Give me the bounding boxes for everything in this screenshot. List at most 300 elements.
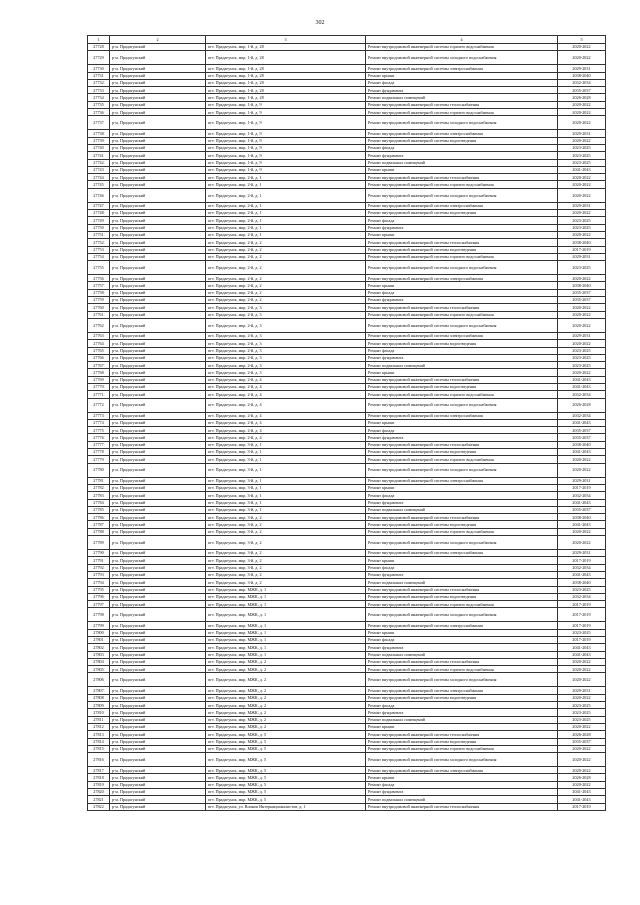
- row-number: 27767: [88, 362, 110, 369]
- row-address: пгт. Прадагунск, мкр. 2-й, д. 4: [206, 398, 366, 412]
- row-work-type: Ремонт внутридомовой инженерной системы теплоснабжения: [366, 514, 558, 521]
- row-work-type: Ремонт внутридомовой инженерной системы теплоснабжения: [366, 586, 558, 593]
- row-district: р-н. Прадагунский: [110, 622, 206, 629]
- row-district: р-н. Прадагунский: [110, 246, 206, 253]
- row-address: пгт. Прадагунск, мкр. 2-й, д. 4: [206, 383, 366, 390]
- row-number: 27749: [88, 217, 110, 224]
- row-number: 27741: [88, 152, 110, 159]
- row-district: р-н. Прадагунский: [110, 557, 206, 564]
- row-number: 27743: [88, 166, 110, 173]
- row-district: р-н. Прадагунский: [110, 449, 206, 456]
- row-address: пгт. Прадагунск, мкр. 3-й, д. 1: [206, 463, 366, 477]
- table-row: [88, 601, 606, 608]
- row-period: 2032-2034: [558, 593, 606, 600]
- row-number: 27780: [88, 463, 110, 477]
- row-address: пгт. Прадагунск, мкр. МЖК, д. 5: [206, 774, 366, 781]
- row-period: 2020-2022: [558, 188, 606, 202]
- row-address: пгт. Прадагунск, мкр. 2-й, д. 4: [206, 427, 366, 434]
- row-address: пгт. Прадагунск, мкр. 3-й, д. 2: [206, 557, 366, 564]
- row-number: 27755: [88, 261, 110, 275]
- table-row: [88, 564, 606, 571]
- row-period: 2020-2022: [558, 101, 606, 108]
- table-row: [88, 702, 606, 709]
- row-work-type: Ремонт внутридомовой инженерной системы холодного водоснабжения: [366, 608, 558, 622]
- row-work-type: Ремонт фасада: [366, 427, 558, 434]
- table-row: [88, 731, 606, 738]
- table-row: [88, 44, 606, 51]
- row-work-type: Ремонт фундамента: [366, 152, 558, 159]
- table-row: [88, 152, 606, 159]
- row-number: 27731: [88, 72, 110, 79]
- row-address: пгт. Прадагунск, мкр. МЖК, д. 5: [206, 738, 366, 745]
- row-period: 2041-2043: [558, 166, 606, 173]
- row-address: пгт. Прадагунск, мкр. 2-й, д. 3: [206, 354, 366, 361]
- row-number: 27800: [88, 629, 110, 636]
- row-district: р-н. Прадагунский: [110, 796, 206, 803]
- row-district: р-н. Прадагунский: [110, 261, 206, 275]
- row-period: 2020-2022: [558, 116, 606, 130]
- row-work-type: Ремонт внутридомовой инженерной системы холодного водоснабжения: [366, 673, 558, 687]
- row-period: 2032-2034: [558, 391, 606, 398]
- row-address: пгт. Прадагунск, мкр. 2-й, д. 4: [206, 434, 366, 441]
- row-period: 2017-2019: [558, 637, 606, 644]
- table-row: [88, 275, 606, 282]
- row-period: 2020-2022: [558, 528, 606, 535]
- row-number: 27813: [88, 731, 110, 738]
- row-work-type: Ремонт внутридомовой инженерной системы водоотведения: [366, 210, 558, 217]
- row-period: 2020-2022: [558, 51, 606, 65]
- row-address: пгт. Прадагунск, мкр. МЖК, д. 5: [206, 745, 366, 752]
- row-number: 27782: [88, 484, 110, 491]
- row-district: р-н. Прадагунский: [110, 774, 206, 781]
- row-address: пгт. Прадагунск, мкр. 3-й, д. 2: [206, 579, 366, 586]
- row-number: 27740: [88, 144, 110, 151]
- row-work-type: Ремонт внутридомовой инженерной системы электроснабжения: [366, 687, 558, 694]
- row-period: 2041-2043: [558, 376, 606, 383]
- row-address: пгт. Прадагунск, мкр. 2-й, д. 3: [206, 332, 366, 339]
- row-address: пгт. Прадагунск, мкр. 2-й, д. 1: [206, 231, 366, 238]
- table-row: [88, 658, 606, 665]
- row-number: 27785: [88, 506, 110, 513]
- table-row: [88, 362, 606, 369]
- row-work-type: Ремонт крыши: [366, 72, 558, 79]
- row-address: пгт. Прадагунск, мкр. 2-й, д. 2: [206, 297, 366, 304]
- row-number: 27798: [88, 608, 110, 622]
- row-work-type: Ремонт фундамента: [366, 499, 558, 506]
- row-period: 2020-2022: [558, 658, 606, 665]
- table-row: [88, 297, 606, 304]
- row-address: пгт. Прадагунск, мкр. 2-й, д. 4: [206, 412, 366, 419]
- row-district: р-н. Прадагунский: [110, 51, 206, 65]
- row-district: р-н. Прадагунский: [110, 188, 206, 202]
- row-address: пгт. Прадагунск, мкр. МЖК, д. 2: [206, 723, 366, 730]
- row-period: 2023-2025: [558, 709, 606, 716]
- row-period: 2026-2028: [558, 774, 606, 781]
- row-address: пгт. Прадагунск, мкр. МЖК, д. 2: [206, 658, 366, 665]
- row-district: р-н. Прадагунский: [110, 181, 206, 188]
- row-work-type: Ремонт внутридомовой инженерной системы водоотведения: [366, 340, 558, 347]
- row-address: пгт. Прадагунск, мкр. 3-й, д. 2: [206, 536, 366, 550]
- row-period: 2020-2022: [558, 456, 606, 463]
- row-work-type: Ремонт внутридомовой инженерной системы горячего водоснабжения: [366, 311, 558, 318]
- row-address: пгт. Прадагунск, мкр. 3-й, д. 1: [206, 441, 366, 448]
- row-period: 2023-2025: [558, 159, 606, 166]
- row-district: р-н. Прадагунский: [110, 166, 206, 173]
- row-period: 2041-2043: [558, 651, 606, 658]
- row-number: 27820: [88, 789, 110, 796]
- row-number: 27801: [88, 637, 110, 644]
- row-district: р-н. Прадатунский: [110, 94, 206, 101]
- row-period: 2029-2031: [558, 253, 606, 260]
- row-period: 2020-2022: [558, 44, 606, 51]
- row-district: р-н. Прадагунский: [110, 137, 206, 144]
- table-row: [88, 449, 606, 456]
- row-district: р-н. Прадагунский: [110, 492, 206, 499]
- row-number: 27774: [88, 419, 110, 426]
- row-number: 27734: [88, 94, 110, 101]
- row-address: пгт. Прадагунск, мкр. 2-й, д. 3: [206, 311, 366, 318]
- row-work-type: Ремонт внутридомовой инженерной системы электроснабжения: [366, 332, 558, 339]
- row-work-type: Ремонт внутридомовой инженерной системы электроснабжения: [366, 477, 558, 484]
- table-row: [88, 311, 606, 318]
- row-address: пгт. Прадагунск, мкр. 3-й, д. 1: [206, 499, 366, 506]
- row-district: р-н. Прадагунский: [110, 731, 206, 738]
- table-row: [88, 340, 606, 347]
- row-period: 2020-2022: [558, 311, 606, 318]
- row-period: 2023-2025: [558, 217, 606, 224]
- table-row: [88, 304, 606, 311]
- row-number: 27776: [88, 434, 110, 441]
- row-number: 27737: [88, 116, 110, 130]
- row-number: 27796: [88, 593, 110, 600]
- row-work-type: Ремонт внутридомовой инженерной системы теплоснабжения: [366, 441, 558, 448]
- row-period: 2026-2028: [558, 94, 606, 101]
- row-work-type: Ремонт фасада: [366, 702, 558, 709]
- row-address: пгт. Прадагунск, мкр. 2-й, д. 2: [206, 261, 366, 275]
- table-row: [88, 492, 606, 499]
- row-district: р-н. Прадагунский: [110, 224, 206, 231]
- row-district: р-н. Прадатунский: [110, 72, 206, 79]
- row-period: 2035-2037: [558, 427, 606, 434]
- row-district: р-н. Прадагунский: [110, 144, 206, 151]
- row-district: р-н. Прадагунский: [110, 514, 206, 521]
- table-row: [88, 528, 606, 535]
- row-work-type: Ремонт подвальных помещений: [366, 716, 558, 723]
- row-period: 2029-2031: [558, 477, 606, 484]
- table-row: [88, 550, 606, 557]
- row-address: пгт. Прадагунск, мкр. 2-й, д. 4: [206, 376, 366, 383]
- row-district: р-н. Прадагунский: [110, 318, 206, 332]
- row-district: р-н. Прадагунский: [110, 463, 206, 477]
- row-period: 2038-2040: [558, 579, 606, 586]
- row-period: 2041-2043: [558, 796, 606, 803]
- row-address: пгт. Прадагунск, мкр. 1-й, д. 28: [206, 87, 366, 94]
- row-period: 2017-2019: [558, 803, 606, 810]
- row-period: 2017-2019: [558, 484, 606, 491]
- row-work-type: Ремонт внутридомовой инженерной системы горячего водоснабжения: [366, 666, 558, 673]
- table-row: [88, 637, 606, 644]
- row-period: 2020-2022: [558, 304, 606, 311]
- row-district: р-н. Прадагунский: [110, 608, 206, 622]
- row-work-type: Ремонт внутридомовой инженерной системы горячего водоснабжения: [366, 745, 558, 752]
- row-period: 2032-2034: [558, 79, 606, 86]
- row-period: 2020-2022: [558, 210, 606, 217]
- table-row: [88, 499, 606, 506]
- row-period: 2041-2043: [558, 789, 606, 796]
- row-address: пгт. Прадагунск, мкр. 1-й, д. 9: [206, 159, 366, 166]
- row-period: 2029-2031: [558, 550, 606, 557]
- row-work-type: Ремонт внутридомовой инженерной системы электроснабжения: [366, 550, 558, 557]
- row-address: пгт. Прадагунск, мкр. 3-й, д. 2: [206, 514, 366, 521]
- row-address: пгт. Прадагунск, мкр. 2-й, д. 1: [206, 224, 366, 231]
- table-row: [88, 261, 606, 275]
- table-row: [88, 536, 606, 550]
- row-number: 27787: [88, 521, 110, 528]
- page-number: 302: [315, 20, 325, 26]
- row-period: 2017-2019: [558, 601, 606, 608]
- table-row: [88, 72, 606, 79]
- row-number: 27779: [88, 456, 110, 463]
- col-header-period: 5: [558, 36, 606, 44]
- row-period: 2017-2019: [558, 246, 606, 253]
- row-district: р-н. Прадагунский: [110, 601, 206, 608]
- row-work-type: Ремонт внутридомовой инженерной системы теплоснабжения: [366, 239, 558, 246]
- row-period: 2029-2031: [558, 332, 606, 339]
- table-row: [88, 174, 606, 181]
- row-district: р-н. Прадагунский: [110, 434, 206, 441]
- row-number: 27763: [88, 332, 110, 339]
- row-period: 2035-2037: [558, 434, 606, 441]
- row-work-type: Ремонт фасада: [366, 564, 558, 571]
- row-number: 27742: [88, 159, 110, 166]
- row-work-type: Ремонт подвальных помещений: [366, 506, 558, 513]
- row-district: р-н. Прадагунский: [110, 666, 206, 673]
- row-period: 2029-2031: [558, 202, 606, 209]
- row-period: 2020-2022: [558, 673, 606, 687]
- row-work-type: Ремонт фасада: [366, 144, 558, 151]
- row-number: 27809: [88, 702, 110, 709]
- table-row: [88, 239, 606, 246]
- row-district: р-н. Прадагунский: [110, 709, 206, 716]
- table-row: [88, 716, 606, 723]
- row-address: пгт. Прадагунск, мкр. МЖК, д. 1: [206, 629, 366, 636]
- row-work-type: Ремонт фасада: [366, 637, 558, 644]
- table-row: [88, 101, 606, 108]
- row-number: 27808: [88, 694, 110, 701]
- table-row: [88, 289, 606, 296]
- row-district: р-н. Прадагунский: [110, 427, 206, 434]
- row-address: пгт. Прадагунск, мкр. 2-й, д. 3: [206, 318, 366, 332]
- row-address: пгт. Прадагунск, мкр. 2-й, д. 2: [206, 289, 366, 296]
- row-period: 2020-2022: [558, 745, 606, 752]
- row-district: р-н. Прадагунский: [110, 579, 206, 586]
- row-number: 27790: [88, 550, 110, 557]
- table-row: [88, 166, 606, 173]
- row-work-type: Ремонт фундамента: [366, 434, 558, 441]
- table-row: [88, 694, 606, 701]
- row-period: 2020-2022: [558, 318, 606, 332]
- row-district: р-н. Прадагунский: [110, 441, 206, 448]
- row-district: р-н. Прадагунский: [110, 753, 206, 767]
- row-district: р-н. Прадагунский: [110, 564, 206, 571]
- table-row: [88, 687, 606, 694]
- table-row: [88, 789, 606, 796]
- row-district: р-н. Прадагунский: [110, 673, 206, 687]
- table-row: [88, 318, 606, 332]
- row-district: р-н. Прадагунский: [110, 101, 206, 108]
- row-address: пгт. Прадагунск, мкр. 3-й, д. 1: [206, 449, 366, 456]
- row-address: пгт. Прадагунск, мкр. 1-й, д. 9: [206, 130, 366, 137]
- row-work-type: Ремонт внутридомовой инженерной системы теплоснабжения: [366, 304, 558, 311]
- row-work-type: Ремонт внутридомовой инженерной системы холодного водоснабжения: [366, 51, 558, 65]
- row-period: 2020-2022: [558, 463, 606, 477]
- row-address: пгт. Прадагунск, мкр. 3-й, д. 2: [206, 571, 366, 578]
- row-work-type: Ремонт внутридомовой инженерной системы теплоснабжения: [366, 376, 558, 383]
- row-district: р-н. Прадагунский: [110, 702, 206, 709]
- row-district: р-н. Прадагунский: [110, 477, 206, 484]
- row-address: пгт. Прадагунск, мкр. 2-й, д. 2: [206, 275, 366, 282]
- row-number: 27747: [88, 202, 110, 209]
- col-header-number: 1: [88, 36, 110, 44]
- row-district: р-н. Прадагунский: [110, 593, 206, 600]
- row-district: р-н. Прадагунский: [110, 789, 206, 796]
- row-period: 2032-2034: [558, 564, 606, 571]
- table-row: [88, 188, 606, 202]
- row-district: р-н. Прадагунский: [110, 304, 206, 311]
- row-number: 27781: [88, 477, 110, 484]
- row-number: 27762: [88, 318, 110, 332]
- table-row: [88, 253, 606, 260]
- row-address: пгт. Прадагунск, мкр. 1-й, д. 28: [206, 79, 366, 86]
- row-address: пгт. Прадагунск, мкр. 2-й, д. 3: [206, 369, 366, 376]
- row-number: 27788: [88, 528, 110, 535]
- row-number: 27775: [88, 427, 110, 434]
- row-period: 2029-2031: [558, 687, 606, 694]
- row-number: 27792: [88, 564, 110, 571]
- row-period: 2029-2031: [558, 65, 606, 72]
- row-address: пгт. Прадагунск, мкр. МЖК, д. 5: [206, 731, 366, 738]
- row-work-type: Ремонт подвальных помещений: [366, 362, 558, 369]
- row-number: 27821: [88, 796, 110, 803]
- row-period: 2017-2019: [558, 608, 606, 622]
- row-address: пгт. Прадагунск, мкр. МЖК, д. 1: [206, 622, 366, 629]
- row-number: 27729: [88, 51, 110, 65]
- table-row: [88, 231, 606, 238]
- row-period: 2026-2028: [558, 731, 606, 738]
- row-work-type: Ремонт внутридомовой инженерной системы горячего водоснабжения: [366, 601, 558, 608]
- row-number: 27783: [88, 492, 110, 499]
- row-work-type: Ремонт крыши: [366, 369, 558, 376]
- row-number: 27771: [88, 391, 110, 398]
- row-district: р-н. Прадагунский: [110, 253, 206, 260]
- row-work-type: Ремонт внутридомовой инженерной системы холодного водоснабжения: [366, 261, 558, 275]
- table-row: [88, 79, 606, 86]
- table-row: [88, 673, 606, 687]
- row-period: 2023-2025: [558, 354, 606, 361]
- row-period: 2020-2022: [558, 275, 606, 282]
- row-period: 2023-2025: [558, 347, 606, 354]
- row-work-type: Ремонт крыши: [366, 723, 558, 730]
- row-period: 2038-2040: [558, 72, 606, 79]
- table-row: [88, 753, 606, 767]
- row-number: 27814: [88, 738, 110, 745]
- row-district: р-н. Прадагунский: [110, 528, 206, 535]
- row-work-type: Ремонт внутридомовой инженерной системы холодного водоснабжения: [366, 188, 558, 202]
- table-row: [88, 210, 606, 217]
- row-work-type: Ремонт внутридомовой инженерной системы водоотведения: [366, 137, 558, 144]
- row-work-type: Ремонт фундамента: [366, 644, 558, 651]
- row-address: пгт. Прадагунск, мкр. 3-й, д. 1: [206, 456, 366, 463]
- row-district: р-н. Прадагунский: [110, 362, 206, 369]
- row-address: пгт. Прадагунск, мкр. 1-й, д. 28: [206, 72, 366, 79]
- row-work-type: Ремонт внутридомовой инженерной системы водоотведения: [366, 383, 558, 390]
- row-period: 2023-2025: [558, 224, 606, 231]
- row-district: р-н. Прадатунский: [110, 87, 206, 94]
- row-work-type: Ремонт внутридомовой инженерной системы водоотведения: [366, 246, 558, 253]
- row-number: 27812: [88, 723, 110, 730]
- row-address: пгт. Прадагунск, мкр. МЖК, д. 2: [206, 687, 366, 694]
- row-period: 2041-2043: [558, 383, 606, 390]
- row-district: р-н. Прадатунский: [110, 152, 206, 159]
- row-work-type: Ремонт внутридомовой инженерной системы электроснабжения: [366, 202, 558, 209]
- row-address: пгт. Прадагунск, мкр. 1-й, д. 28: [206, 44, 366, 51]
- row-period: 2035-2037: [558, 87, 606, 94]
- row-address: пгт. Прадагунск, мкр. 1-й, д. 9: [206, 116, 366, 130]
- row-period: 2023-2025: [558, 586, 606, 593]
- table-row: [88, 224, 606, 231]
- row-address: пгт. Прадагунск, мкр. 3-й, д. 2: [206, 521, 366, 528]
- row-period: 2041-2043: [558, 419, 606, 426]
- row-work-type: Ремонт фундамента: [366, 709, 558, 716]
- row-district: р-н. Прадагунский: [110, 745, 206, 752]
- row-period: 2023-2025: [558, 716, 606, 723]
- row-number: 27753: [88, 246, 110, 253]
- row-district: р-н. Прадагунский: [110, 637, 206, 644]
- table-row: [88, 109, 606, 116]
- row-work-type: Ремонт фундамента: [366, 224, 558, 231]
- row-work-type: Ремонт фундамента: [366, 87, 558, 94]
- row-address: пгт. Прадагунск, мкр. 2-й, д. 3: [206, 347, 366, 354]
- row-work-type: Ремонт подвальных помещений: [366, 651, 558, 658]
- row-work-type: Ремонт внутридомовой инженерной системы электроснабжения: [366, 130, 558, 137]
- row-district: р-н. Прадагунский: [110, 231, 206, 238]
- table-row: [88, 622, 606, 629]
- row-district: р-н. Прадагунский: [110, 781, 206, 788]
- row-address: пгт. Прадагунск, мкр. МЖК, д. 5: [206, 789, 366, 796]
- row-period: 2035-2037: [558, 289, 606, 296]
- row-address: пгт. Прадагунск, мкр. МЖК, д. 5: [206, 767, 366, 774]
- row-district: р-н. Прадагунский: [110, 506, 206, 513]
- row-period: 2020-2022: [558, 666, 606, 673]
- table-row: [88, 419, 606, 426]
- table-row: [88, 87, 606, 94]
- table-row: [88, 463, 606, 477]
- row-work-type: Ремонт внутридомовой инженерной системы горячего водоснабжения: [366, 44, 558, 51]
- row-period: 2017-2019: [558, 622, 606, 629]
- row-address: пгт. Прадагунск, мкр. 3-й, д. 2: [206, 564, 366, 571]
- table-row: [88, 666, 606, 673]
- row-number: 27735: [88, 101, 110, 108]
- row-work-type: Ремонт подвальных помещений: [366, 579, 558, 586]
- table-row: [88, 282, 606, 289]
- row-work-type: Ремонт крыши: [366, 282, 558, 289]
- row-address: пгт. Прадагунск, мкр. 3-й, д. 2: [206, 550, 366, 557]
- row-address: пгт. Прадагунск, мкр. 2-й, д. 3: [206, 362, 366, 369]
- row-district: р-н. Прадагунский: [110, 550, 206, 557]
- row-number: 27817: [88, 767, 110, 774]
- table-row: [88, 593, 606, 600]
- row-period: 2038-2040: [558, 441, 606, 448]
